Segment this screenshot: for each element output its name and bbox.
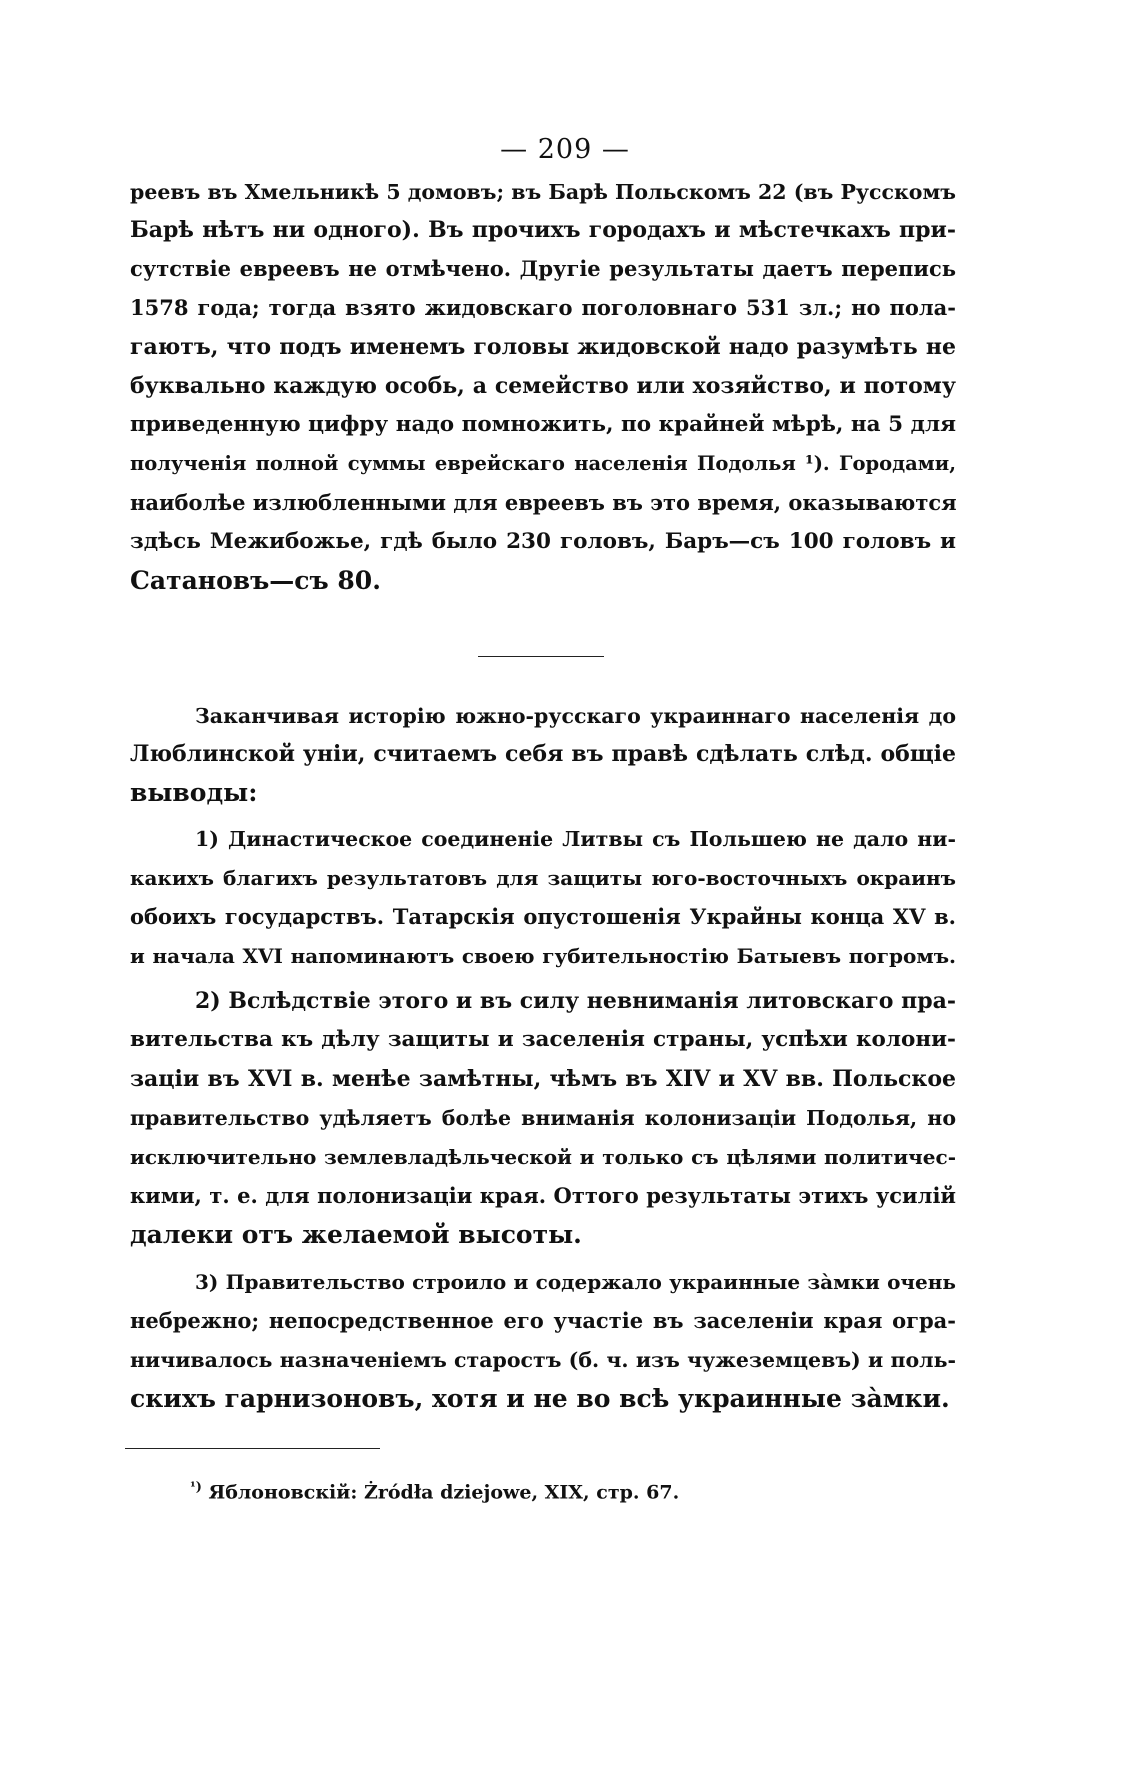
footnote-rule: [125, 1448, 380, 1449]
text-line: полученія полной суммы еврейскаго населенія Подолья ¹). Городами,: [130, 452, 956, 475]
text-line: скихъ гарнизоновъ, хотя и не во всѣ украинные зàмки.: [130, 1384, 950, 1413]
text-line: буквально каждую особь, а семейство или хозяйство, и потому: [130, 373, 956, 399]
text-line: приведенную цифру надо помножить, по крайней мѣрѣ, на 5 для: [130, 412, 956, 437]
text-line: какихъ благихъ результатовъ для защиты юго-восточныхъ окраинъ: [130, 866, 956, 890]
text-line: исключительно землевладѣльческой и только съ цѣлями политичес-: [130, 1145, 956, 1169]
text-line: 1578 года; тогда взято жидовскаго поголовнаго 531 зл.; но пола-: [130, 295, 956, 320]
text-line: вительства къ дѣлу защиты и заселенія страны, успѣхи колони-: [130, 1027, 956, 1052]
text-line: заціи въ XVI в. менѣе замѣтны, чѣмъ въ XIV и XV вв. Польское: [130, 1066, 956, 1092]
text-line: ничивалось назначеніемъ старостъ (б. ч. изъ чужеземцевъ) и поль-: [130, 1348, 956, 1372]
footnote-marker: ¹): [190, 1480, 202, 1495]
text-line: 2) Вслѣдствіе этого и въ силу невниманія литовскаго пра-: [195, 988, 956, 1014]
text-line: наиболѣе излюбленными для евреевъ въ это время, оказываются: [130, 490, 957, 515]
section-divider: [478, 656, 604, 657]
text-line: небрежно; непосредственное его участіе въ заселеніи края огра-: [130, 1308, 956, 1333]
text-line: сутствіе евреевъ не отмѣчено. Другіе результаты даетъ перепись: [130, 256, 956, 281]
text-line: здѣсь Межибожье, гдѣ было 230 головъ, Баръ—съ 100 головъ и: [130, 529, 956, 554]
text-line: далеки отъ желаемой высоты.: [130, 1220, 582, 1249]
text-line: выводы:: [130, 778, 258, 807]
text-line: 1) Династическое соединеніе Литвы съ Польшею не дало ни-: [195, 827, 956, 851]
page-number: — 209 —: [500, 134, 630, 165]
text-line: 3) Правительство строило и содержало украинные зàмки очень: [195, 1270, 956, 1294]
text-line: кими, т. е. для полонизаціи края. Оттого результаты этихъ усилій: [130, 1183, 956, 1208]
text-line: правительство удѣляетъ болѣе вниманія колонизаціи Подолья, но: [130, 1106, 956, 1130]
text-line: и начала XVI напоминаютъ своею губительностію Батыевъ погромъ.: [130, 944, 956, 968]
text-line: Сатановъ—съ 80.: [130, 566, 381, 595]
text-line: гаютъ, что подъ именемъ головы жидовской надо разумѣть не: [130, 334, 956, 360]
text-line: реевъ въ Хмельникѣ 5 домовъ; въ Барѣ Польскомъ 22 (въ Русскомъ: [130, 180, 957, 204]
text-line: Люблинской уніи, считаемъ себя въ правѣ сдѣлать слѣд. общіе: [130, 741, 956, 767]
text-line: Барѣ нѣтъ ни одного). Въ прочихъ городахъ и мѣстечкахъ при-: [130, 217, 956, 243]
footnote-text: Яблоновскій: Żródła dziejowe, XIX, стр. 67.: [208, 1481, 680, 1504]
text-line: Заканчивая исторію южно-русскаго украиннаго населенія до: [195, 704, 956, 728]
footnote: [190, 1475, 679, 1505]
text-line: обоихъ государствъ. Татарскія опустошенія Украйны конца XV в.: [130, 904, 956, 929]
